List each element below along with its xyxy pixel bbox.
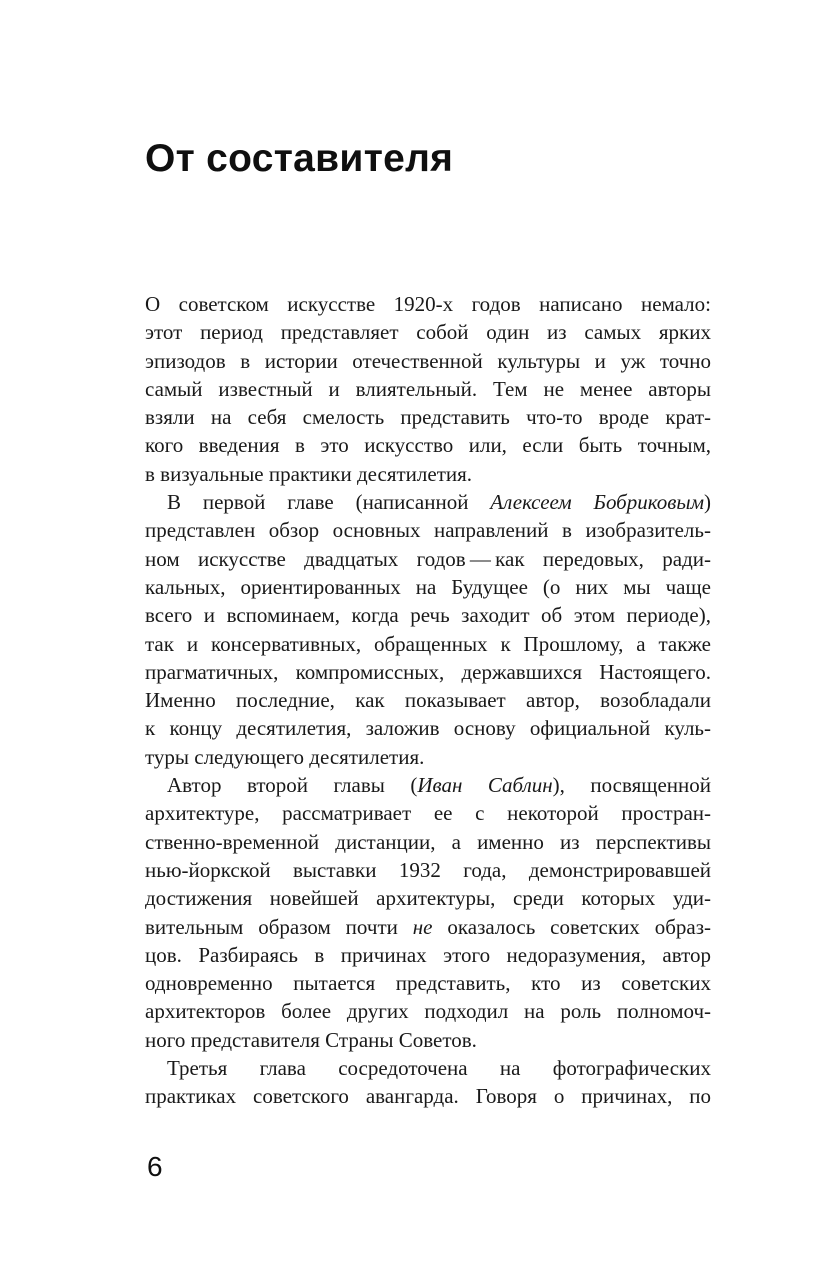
- text-line: [145, 431, 711, 459]
- text-segment: ственно-временной дистанции, а именно из перспективы: [145, 829, 711, 854]
- text-segment: этот период представляет собой один из самых ярких: [145, 320, 711, 345]
- text-segment: достижения новейшей архитектуры, среди которых уди-: [145, 886, 711, 911]
- text-line: [145, 658, 711, 686]
- text-segment: в визуальные практики десятилетия.: [145, 461, 473, 486]
- text-segment: так и консервативных, обращенных к Прошлому, а также: [145, 631, 711, 656]
- text-segment: практиках советского авангарда. Говоря о причинах, по: [145, 1084, 711, 1109]
- text-line: [145, 799, 711, 827]
- text-line: [145, 403, 711, 431]
- text-segment: кого введения в это искусство или, если быть точным,: [145, 433, 711, 458]
- text-segment: ного представителя Страны Советов.: [145, 1027, 477, 1052]
- text-line: [145, 460, 711, 488]
- text-segment: взяли на себя смелость представить что-то вроде крат-: [145, 405, 711, 430]
- chapter-title: От составителя: [145, 137, 454, 180]
- text-line: [145, 347, 711, 375]
- text-line: [145, 1054, 711, 1082]
- text-line: [145, 828, 711, 856]
- text-segment: кальных, ориентированных на Будущее (о них мы чаще: [145, 574, 711, 599]
- text-line: [145, 884, 711, 912]
- text-segment: нью-йоркской выставки 1932 года, демонстрировавшей: [145, 857, 711, 882]
- text-segment: прагматичных, компромиссных, державшихся Настоящего.: [145, 659, 711, 684]
- text-line: [145, 573, 711, 601]
- text-segment: туры следующего десятилетия.: [145, 744, 425, 769]
- text-segment: цов. Разбираясь в причинах этого недоразумения, автор: [145, 942, 711, 967]
- text-segment: Автор второй главы (: [167, 773, 418, 798]
- text-segment: одновременно пытается представить, кто из советских: [145, 971, 711, 996]
- page-number: 6: [147, 1151, 163, 1182]
- text-segment: эпизодов в истории отечественной культуры и уж точно: [145, 348, 711, 373]
- text-segment: ): [704, 490, 711, 515]
- text-line: [145, 997, 711, 1025]
- text-segment: архитектуре, рассматривает ее с некоторой простран-: [145, 801, 711, 826]
- text-line: [145, 1026, 711, 1054]
- text-segment: Именно последние, как показывает автор, возобладали: [145, 688, 711, 713]
- text-segment: Третья глава сосредоточена на фотографических: [167, 1056, 711, 1081]
- text-line: [145, 290, 711, 318]
- text-segment: В первой главе (написанной: [167, 490, 491, 515]
- italic-text: Иван Саблин: [417, 773, 553, 798]
- body-text: [145, 290, 711, 1111]
- text-line: [145, 941, 711, 969]
- text-line: [145, 1082, 711, 1110]
- text-segment: всего и вспоминаем, когда речь заходит об этом периоде),: [145, 603, 711, 628]
- text-line: [145, 714, 711, 742]
- text-segment: ), посвященной: [552, 773, 711, 798]
- italic-text: не: [412, 914, 433, 939]
- italic-text: Алексеем Бобриковым: [490, 490, 704, 515]
- text-line: [145, 601, 711, 629]
- text-line: [145, 488, 711, 516]
- text-line: [145, 545, 711, 573]
- text-line: [145, 771, 711, 799]
- text-line: [145, 630, 711, 658]
- text-segment: к концу десятилетия, заложив основу официальной куль-: [145, 716, 711, 741]
- text-line: [145, 969, 711, 997]
- text-segment: оказалось советских образ-: [432, 914, 711, 939]
- text-line: [145, 516, 711, 544]
- text-segment: вительным образом почти: [145, 914, 413, 939]
- text-segment: ном искусстве двадцатых годов — как передовых, ради-: [145, 546, 711, 571]
- text-line: [145, 375, 711, 403]
- text-line: [145, 318, 711, 346]
- text-segment: архитекторов более других подходил на роль полномоч-: [145, 999, 711, 1024]
- text-segment: О советском искусстве 1920-х годов написано немало:: [145, 292, 711, 316]
- text-line: [145, 743, 711, 771]
- text-line: [145, 856, 711, 884]
- text-line: [145, 686, 711, 714]
- text-segment: представлен обзор основных направлений в изобразитель-: [145, 518, 711, 543]
- text-line: [145, 913, 711, 941]
- text-segment: самый известный и влиятельный. Тем не менее авторы: [145, 376, 711, 401]
